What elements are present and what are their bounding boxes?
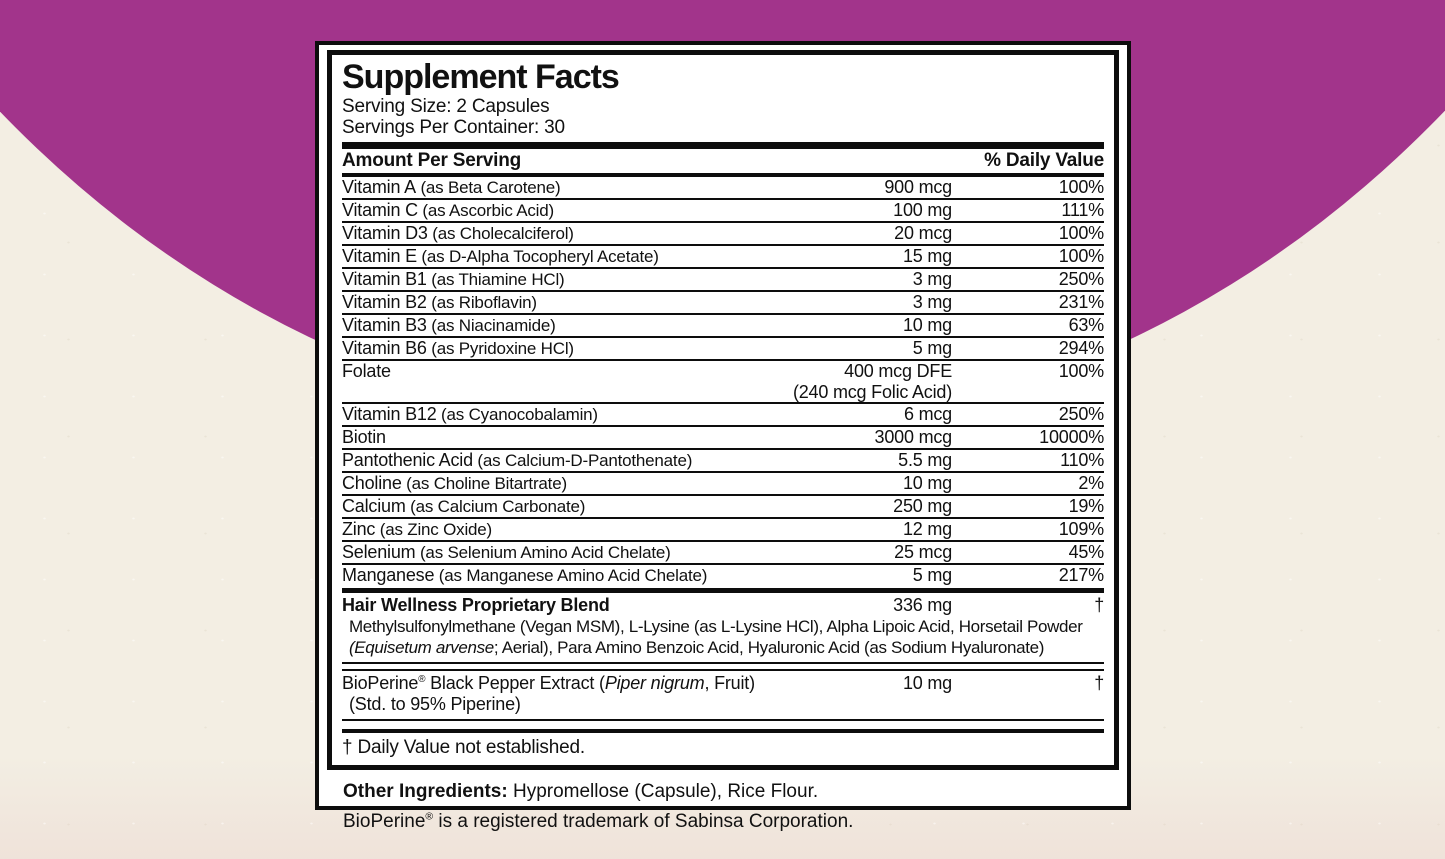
nutrient-row — [342, 267, 1104, 290]
footnote-divider — [342, 719, 1104, 733]
nutrient-amount: 3 mg — [912, 292, 952, 312]
daily-value-header: % Daily Value — [984, 150, 1104, 171]
nutrient-daily-value: 45% — [1068, 542, 1104, 562]
nutrient-row — [342, 198, 1104, 221]
nutrient-form: (as D-Alpha Tocopheryl Acetate) — [416, 247, 659, 266]
nutrient-row — [342, 517, 1104, 540]
nutrient-form: (as Cholecalciferol) — [427, 224, 574, 243]
nutrient-name: Vitamin B6 (as Pyridoxine HCl) — [342, 338, 574, 358]
nutrient-row — [342, 290, 1104, 313]
nutrient-daily-value: 250% — [1058, 269, 1104, 289]
nutrient-form: (as Calcium-D-Pantothenate) — [472, 451, 693, 470]
supplement-label-card — [315, 41, 1131, 832]
nutrient-name: Calcium (as Calcium Carbonate) — [342, 496, 586, 516]
bioperine-row — [342, 673, 1104, 694]
nutrient-daily-value: 100% — [1058, 246, 1104, 266]
nutrient-row — [342, 563, 1104, 586]
nutrient-amount: 5.5 mg — [898, 450, 952, 470]
nutrient-daily-value: 100% — [1058, 177, 1104, 197]
nutrient-amount-secondary: (240 mcg Folic Acid) — [792, 382, 952, 402]
nutrient-name: Vitamin B12 (as Cyanocobalamin) — [342, 404, 598, 424]
servings-per-container-line: Servings Per Container: 30 — [342, 117, 565, 138]
trademark-line — [343, 809, 1117, 835]
nutrient-row — [342, 471, 1104, 494]
text-segment: Piper nigrum — [604, 673, 705, 693]
text-segment: BioPerine — [343, 811, 426, 832]
nutrient-amount: 3 mg — [912, 269, 952, 289]
nutrient-name: Choline (as Choline Bitartrate) — [342, 473, 567, 493]
bioperine-amount: 10 mg — [902, 673, 952, 693]
nutrient-daily-value: 294% — [1058, 338, 1104, 358]
text-segment: Hypromellose (Capsule), Rice Flour. — [507, 781, 819, 802]
nutrient-form: (as Choline Bitartrate) — [401, 474, 567, 493]
nutrient-row — [342, 336, 1104, 359]
nutrient-name: Folate — [342, 361, 391, 381]
nutrient-name: Vitamin E (as D-Alpha Tocopheryl Acetate) — [342, 246, 659, 266]
nutrient-name: Zinc (as Zinc Oxide) — [342, 519, 492, 539]
nutrient-name: Vitamin C (as Ascorbic Acid) — [342, 200, 554, 220]
text-segment: (Equisetum arvense — [349, 638, 494, 657]
nutrient-row — [342, 244, 1104, 267]
nutrient-name: Vitamin B2 (as Riboflavin) — [342, 292, 537, 312]
nutrient-amount: 5 mg — [912, 338, 952, 358]
nutrient-amount: 15 mg — [902, 246, 952, 266]
nutrient-form: (as Cyanocobalamin) — [436, 405, 598, 424]
text-segment: , Fruit) — [704, 673, 755, 693]
nutrient-amount: 25 mcg — [894, 542, 952, 562]
nutrient-amount: 10 mg — [902, 315, 952, 335]
nutrient-row — [342, 359, 1104, 402]
text-segment: ; Aerial), Para Amino Benzoic Acid, Hyaluronic Acid (as Sodium Hyaluronate) — [493, 638, 1045, 657]
nutrient-form: (as Niacinamide) — [426, 316, 556, 335]
other-ingredients-section — [343, 779, 1117, 835]
nutrient-name: Vitamin A (as Beta Carotene) — [342, 177, 561, 197]
blend-name: Hair Wellness Proprietary Blend — [342, 595, 610, 615]
nutrient-row — [342, 448, 1104, 471]
nutrient-daily-value: 19% — [1068, 496, 1104, 516]
nutrient-form: (as Manganese Amino Acid Chelate) — [434, 566, 708, 585]
nutrient-form: (as Thiamine HCl) — [426, 270, 565, 289]
nutrient-name: Vitamin B1 (as Thiamine HCl) — [342, 269, 565, 289]
nutrient-amount: 20 mcg — [894, 223, 952, 243]
text-segment: BioPerine — [342, 673, 419, 693]
amount-per-serving-header: Amount Per Serving — [342, 150, 522, 171]
nutrient-name: Selenium (as Selenium Amino Acid Chelate) — [342, 542, 671, 562]
nutrient-form: (as Selenium Amino Acid Chelate) — [415, 543, 671, 562]
text-segment: Other Ingredients: — [343, 781, 508, 802]
double-divider — [342, 662, 1104, 671]
nutrient-daily-value: 111% — [1061, 200, 1104, 220]
text-segment: is a registered trademark of Sabinsa Corporation. — [433, 811, 854, 832]
nutrient-row — [342, 402, 1104, 425]
text-segment: ® — [418, 674, 426, 685]
nutrient-daily-value: 217% — [1058, 565, 1104, 585]
nutrient-amount: 250 mg — [893, 496, 952, 516]
heavy-divider — [342, 142, 1104, 149]
nutrient-amount: 12 mg — [902, 519, 952, 539]
blend-row — [342, 595, 1104, 616]
blend-amount: 336 mg — [893, 595, 952, 615]
nutrient-row — [342, 425, 1104, 448]
nutrient-daily-value: 100% — [1058, 223, 1104, 243]
blend-description — [342, 616, 1104, 661]
supplement-facts-panel — [327, 50, 1119, 770]
nutrient-row — [342, 177, 1104, 198]
nutrient-daily-value: 250% — [1058, 404, 1104, 424]
nutrient-name: Vitamin B3 (as Niacinamide) — [342, 315, 556, 335]
nutrient-daily-value: 2% — [1078, 473, 1104, 493]
column-header-row — [342, 149, 1104, 173]
blend-daily-value: † — [1094, 595, 1104, 615]
nutrient-form: (as Riboflavin) — [426, 293, 537, 312]
nutrient-daily-value: 63% — [1068, 315, 1104, 335]
serving-size-line: Serving Size: 2 Capsules — [342, 96, 550, 117]
nutrient-amount: 900 mcg — [884, 177, 952, 197]
nutrient-name: Biotin — [342, 427, 386, 447]
bioperine-standardization: (Std. to 95% Piperine) — [349, 694, 521, 714]
nutrient-name: Manganese (as Manganese Amino Acid Chelate) — [342, 565, 708, 585]
bioperine-name — [342, 673, 772, 694]
nutrient-row — [342, 494, 1104, 517]
nutrient-amount: 5 mg — [912, 565, 952, 585]
nutrient-form: (as Beta Carotene) — [415, 178, 561, 197]
nutrient-row — [342, 313, 1104, 336]
nutrient-amount: 400 mcg DFE (240 mcg Folic Acid) — [772, 361, 952, 402]
nutrient-amount: 10 mg — [902, 473, 952, 493]
nutrient-rows — [342, 177, 1104, 586]
text-segment: Black Pepper Extract ( — [425, 673, 605, 693]
text-segment: ® — [425, 811, 434, 823]
nutrient-amount: 3000 mcg — [874, 427, 952, 447]
nutrient-amount: 6 mcg — [903, 404, 952, 424]
nutrient-form: (as Calcium Carbonate) — [405, 497, 586, 516]
blend-description-line2 — [349, 637, 1104, 658]
blend-description-line1: Methylsulfonylmethane (Vegan MSM), L-Lysine (as L-Lysine HCl), Alpha Lipoic Acid, Horsetail Powder — [349, 617, 1083, 636]
nutrient-row — [342, 540, 1104, 563]
nutrient-daily-value: 231% — [1058, 292, 1104, 312]
nutrient-name: Vitamin D3 (as Cholecalciferol) — [342, 223, 574, 243]
bioperine-daily-value: † — [1094, 673, 1104, 693]
nutrient-form: (as Ascorbic Acid) — [417, 201, 554, 220]
bioperine-section — [342, 673, 1104, 715]
nutrient-daily-value: 100% — [1058, 361, 1104, 381]
nutrient-row — [342, 221, 1104, 244]
daily-value-footnote: † Daily Value not established. — [342, 737, 585, 758]
nutrient-name: Pantothenic Acid (as Calcium-D-Pantothenate) — [342, 450, 693, 470]
nutrient-form: (as Zinc Oxide) — [375, 520, 492, 539]
panel-title: Supplement Facts — [342, 58, 619, 96]
nutrient-form: (as Pyridoxine HCl) — [426, 339, 574, 358]
other-ingredients-line — [343, 779, 1117, 805]
nutrient-amount: 100 mg — [893, 200, 952, 220]
nutrient-daily-value: 109% — [1058, 519, 1104, 539]
nutrient-daily-value: 10000% — [1039, 427, 1104, 447]
nutrient-daily-value: 110% — [1060, 450, 1104, 470]
proprietary-blend-section — [342, 588, 1104, 661]
